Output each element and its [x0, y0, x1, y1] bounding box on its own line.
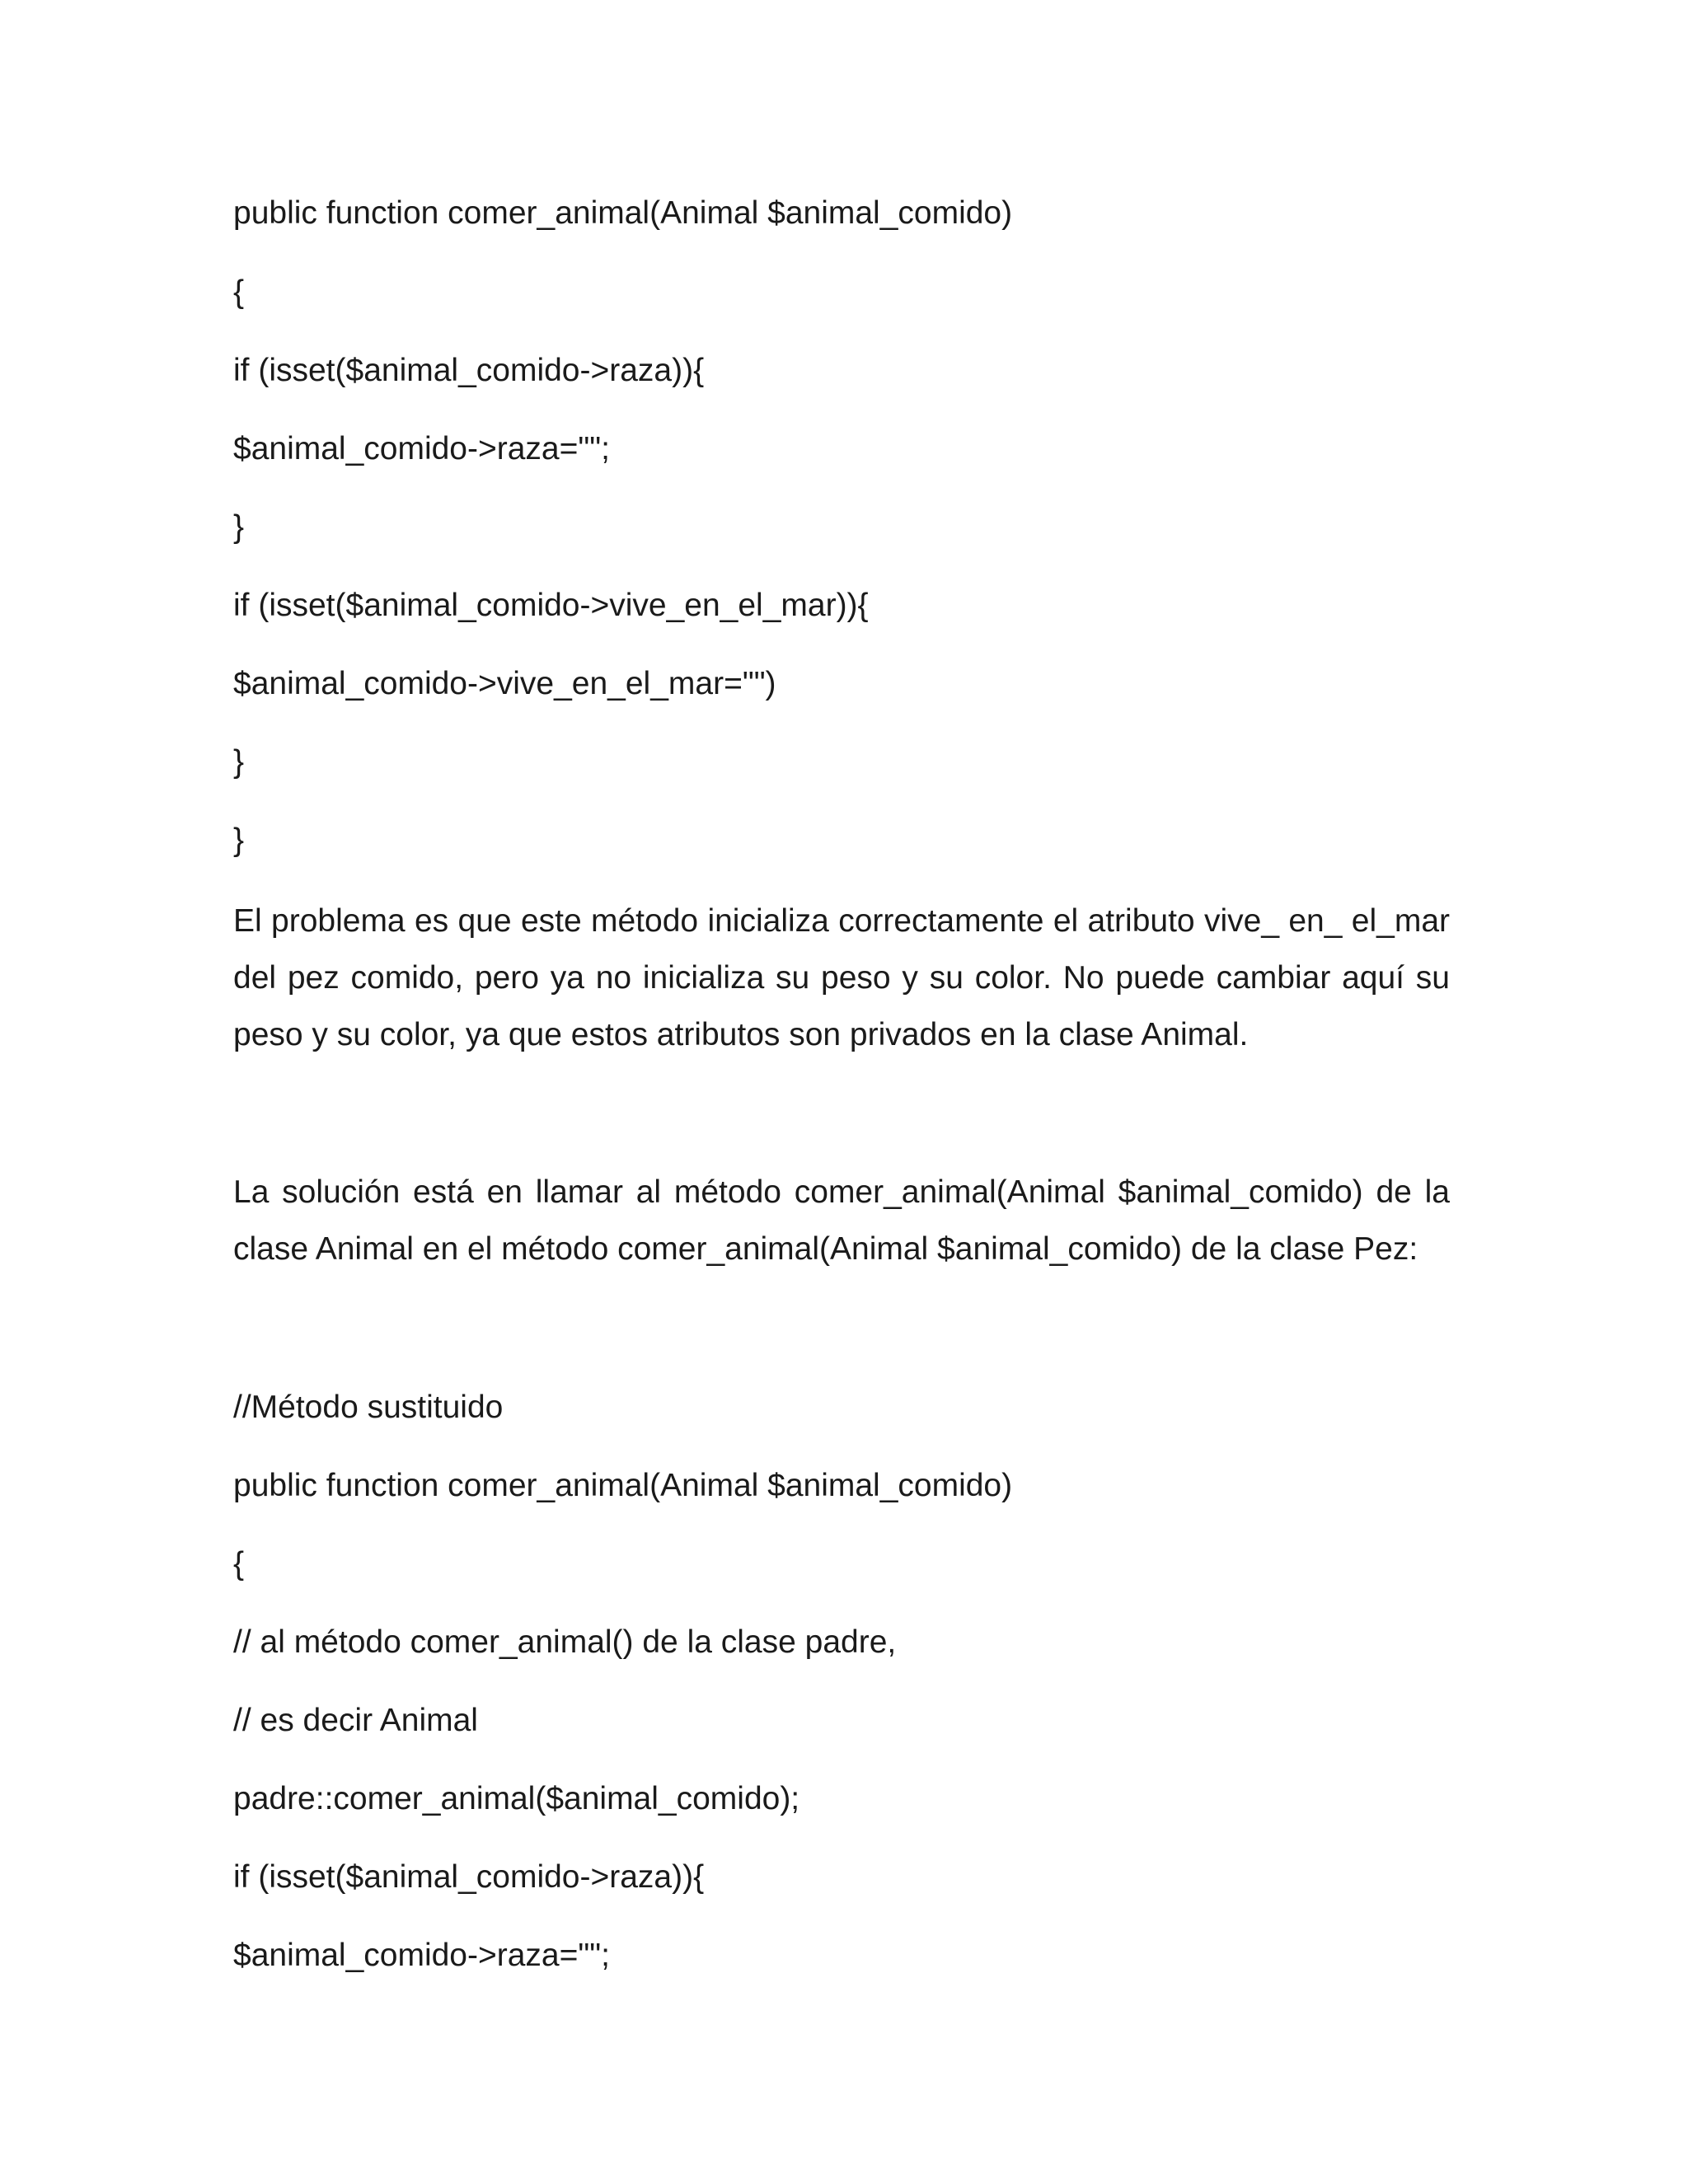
code-line: public function comer_animal(Animal $animal_comido) — [233, 1468, 1013, 1503]
code-line: $animal_comido->vive_en_el_mar="") — [233, 666, 776, 701]
code-line: $animal_comido->raza=""; — [233, 431, 610, 466]
code-line: if (isset($animal_comido->raza)){ — [233, 353, 705, 388]
code-line: public function comer_animal(Animal $animal_comido) — [233, 195, 1013, 231]
code-comment-line: // al método comer_animal() de la clase padre, — [233, 1624, 897, 1660]
body-paragraph: El problema es que este método inicializa correctamente el atributo vive_ en_ el_mar del pez comido, pero ya no inicializa su peso y su color. No puede cambiar aquí su peso y su color, ya que estos atributos son privados en la clase Animal. — [233, 903, 1450, 1052]
body-paragraph: La solución está en llamar al método comer_animal(Animal $animal_comido) de la clase Animal en el método comer_animal(Animal $animal_comido) de la clase Pez: — [233, 1174, 1450, 1267]
code-line: { — [233, 1546, 245, 1582]
code-comment-line: //Método sustituido — [233, 1390, 504, 1425]
code-line: if (isset($animal_comido->vive_en_el_mar)){ — [233, 588, 869, 623]
code-line: { — [233, 274, 245, 310]
code-line: if (isset($animal_comido->raza)){ — [233, 1859, 705, 1895]
code-line: } — [233, 744, 245, 780]
code-line: $animal_comido->raza=""; — [233, 1938, 610, 1973]
code-comment-line: // es decir Animal — [233, 1703, 478, 1738]
code-line: padre::comer_animal($animal_comido); — [233, 1781, 800, 1816]
code-line: } — [233, 509, 245, 545]
code-line: } — [233, 823, 245, 858]
